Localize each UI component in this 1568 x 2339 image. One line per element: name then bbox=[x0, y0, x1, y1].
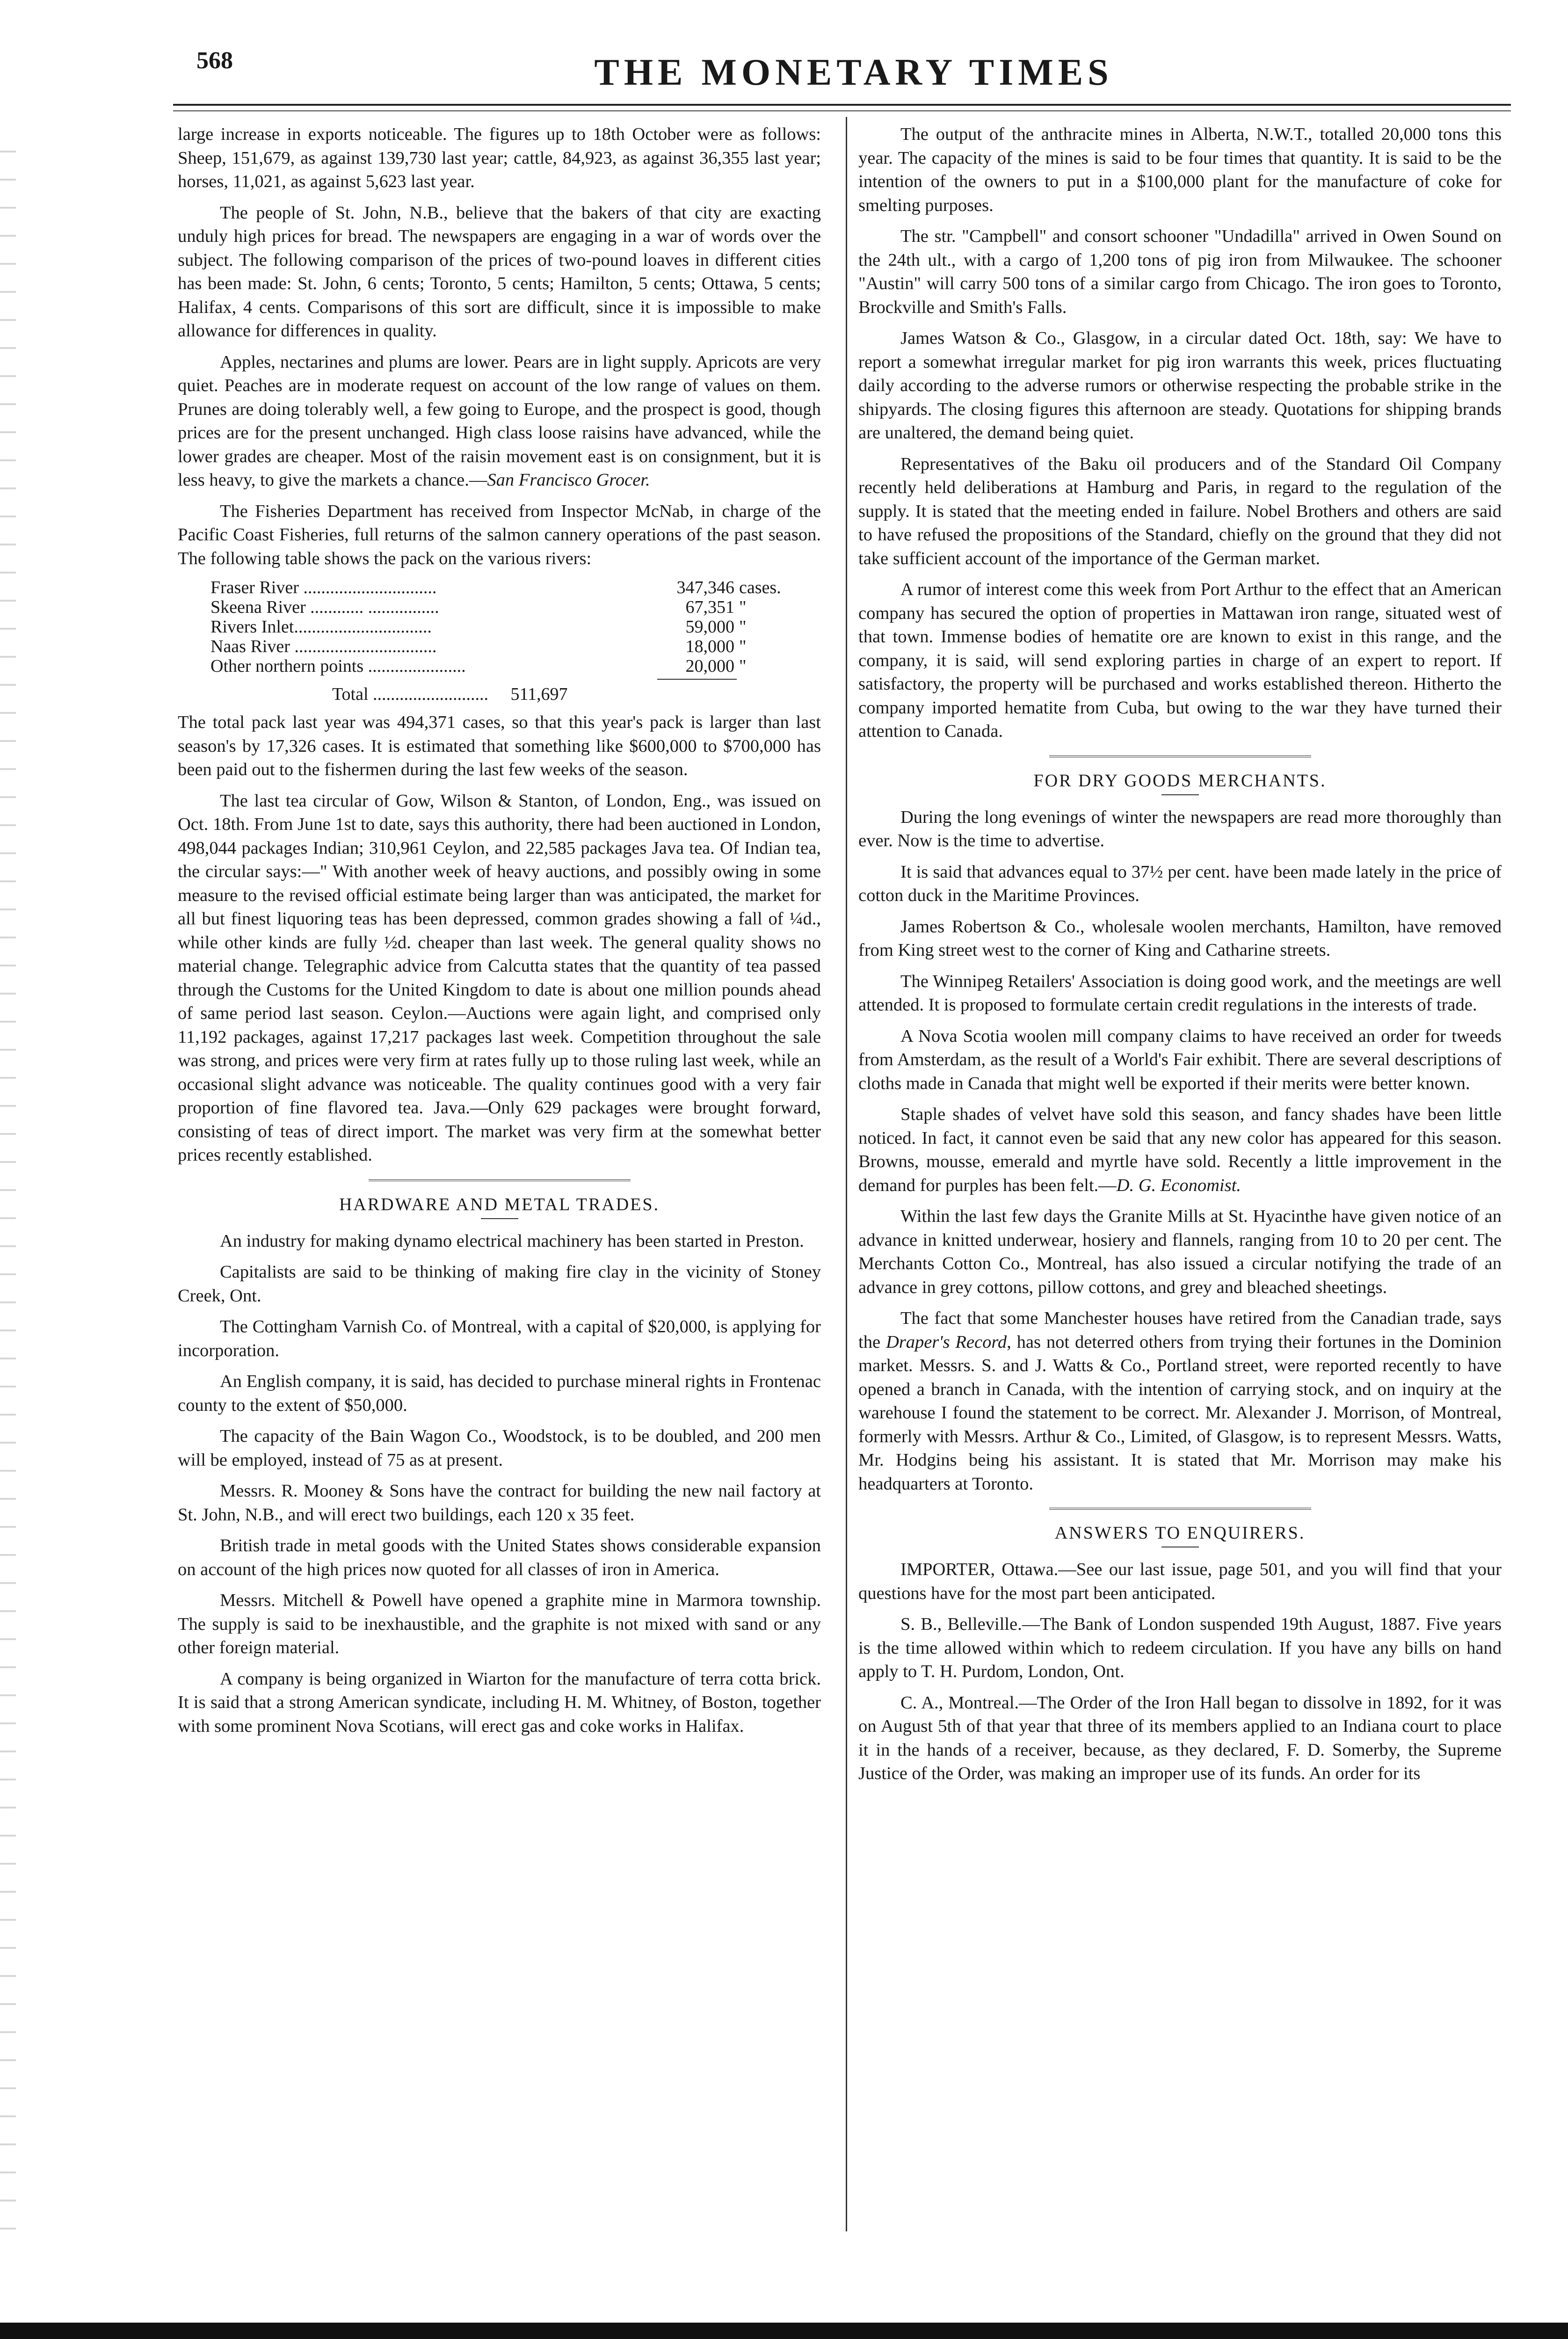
article-paragraph: S. B., Belleville.—The Bank of London suspended 19th August, 1887. Five years is the time allowed within which to redeem circulation. If you have any bills on hand apply to T. H. Purdom, London, Ont. bbox=[858, 1614, 1502, 1681]
table-cell-river: Other northern points ...................... bbox=[211, 656, 466, 676]
header-rule-thin bbox=[173, 110, 1511, 111]
paragraph-text: The fact that some Manchester houses have retired from the Canadian trade, says the bbox=[858, 1308, 1502, 1352]
section-rule bbox=[1049, 755, 1311, 759]
article-paragraph: The Cottingham Varnish Co. of Montreal, with a capital of $20,000, is applying for incorporation. bbox=[178, 1317, 821, 1360]
table-cell-river: Rivers Inlet............................... bbox=[211, 617, 432, 637]
table-cell-unit: cases. bbox=[739, 578, 781, 597]
article-paragraph: British trade in metal goods with the United States shows considerable expansion on account of the high prices now quoted for all classes of iron in America. bbox=[178, 1536, 821, 1579]
article-paragraph: The capacity of the Bain Wagon Co., Woodstock, is to be doubled, and 200 men will be employed, instead of 75 as at present. bbox=[178, 1426, 821, 1470]
table-total-row bbox=[332, 684, 821, 704]
article-paragraph: Within the last few days the Granite Mills at St. Hyacinthe have given notice of an advance in knitted underwear, hosiery and flannels, ranging from 10 to 20 per cent. The Merchants Cotton Co., Montreal, has also issued a circular notifying the trade of an advance in grey cottons, pillow cottons, and grey and bleached sheetings. bbox=[858, 1206, 1502, 1297]
source-citation: Draper's Record bbox=[886, 1332, 1007, 1352]
article-paragraph: James Robertson & Co., wholesale woolen merchants, Hamilton, have removed from King street west to the corner of King and Catharine streets. bbox=[858, 916, 1502, 960]
article-paragraph: A rumor of interest come this week from Port Arthur to the effect that an American company has secured the option of properties in Mattawan iron range, situated west of that town. Immense bodies of hematite ore are known to exist in this range, and the company, it is said, will send exploring parties in charge of an expert to report. If satisfactory, the property will be purchased and works established thereon. Hitherto the company imported hematite from Cuba, but owing to the war they have turned their attention to Canada. bbox=[858, 580, 1502, 741]
article-paragraph bbox=[178, 350, 821, 492]
table-cell-value: 67,351 bbox=[685, 597, 734, 617]
header-rule bbox=[173, 104, 1511, 106]
table-cell-unit: " bbox=[739, 637, 747, 656]
table-cell-unit: " bbox=[739, 617, 747, 637]
total-value: 511,697 bbox=[510, 684, 568, 704]
source-citation: San Francisco Grocer. bbox=[487, 470, 650, 490]
section-rule bbox=[369, 1179, 631, 1183]
heading-rule bbox=[1161, 794, 1199, 795]
article-paragraph: large increase in exports noticeable. The figures up to 18th October were as follows: Sheep, 151,679, as against 139,730 last year; cattle, 84,923, as against 36,355 last year; horses, 11,021, as against 5,623 last year. bbox=[178, 124, 821, 191]
page-number: 568 bbox=[196, 47, 233, 74]
article-paragraph bbox=[858, 1307, 1502, 1496]
section-heading-answers: ANSWERS TO ENQUIRERS. bbox=[1054, 1523, 1306, 1543]
total-rule bbox=[657, 679, 737, 680]
paragraph-text: Apples, nectarines and plums are lower. Pears are in light supply. Apricots are very quiet. Peaches are in moderate request on account of the low range of values on them. Prunes are doing tolerably well, a few going to Europe, and the prospect is good, though prices are for the present unchanged. High class loose raisins have advanced, while the lower grades are cheaper. Most of the raisin movement east is on consignment, but it is less heavy, to give the markets a chance.— bbox=[178, 352, 821, 490]
table-cell-unit: " bbox=[739, 597, 747, 617]
table-cell-river: Fraser River .............................. bbox=[211, 578, 437, 597]
article-paragraph: Capitalists are said to be thinking of making fire clay in the vicinity of Stoney Creek, Ont. bbox=[178, 1262, 821, 1306]
page-edge-damage bbox=[0, 140, 16, 2245]
article-paragraph: The last tea circular of Gow, Wilson & Stanton, of London, Eng., was issued on Oct. 18th. From June 1st to date, says this authority, there had been auctioned in London, 498,044 packages Indian; 310,961 Ceylon, and 22,585 packages Java tea. Of Indian tea, the circular says:—" With another week of heavy auctions, and possibly owing in some measure to the revised official estimate being larger than was anticipated, the market for all but finest liquoring teas has been depressed, common grades showing a fall of ¼d., while other kinds are fully ½d. cheaper than last week. The general quality shows no material change. Telegraphic advice from Calcutta states that the quantity of tea passed through the Customs for the United Kingdom to date is about one million pounds ahead of same period last season. Ceylon.—Auctions were again light, and comprised only 11,192 packages, against 17,217 packages last week. Competition throughout the sale was strong, and prices were very firm at rates fully up to those ruling last week, while an occasional slight advance was noticeable. The quality continues good with a very fair proportion of fine flavored tea. Java.—Only 629 packages were brought forward, consisting of teas of direct import. The market was very firm at the somewhat better prices recently established. bbox=[178, 791, 821, 1165]
masthead-title: THE MONETARY TIMES bbox=[594, 52, 1113, 93]
article-paragraph: An industry for making dynamo electrical machinery has been started in Preston. bbox=[220, 1231, 804, 1251]
table-row bbox=[211, 617, 809, 637]
table-cell-value: 347,346 bbox=[676, 578, 734, 597]
table-row bbox=[211, 597, 809, 617]
article-paragraph: The str. "Campbell" and consort schooner "Undadilla" arrived in Owen Sound on the 24th ult., with a cargo of 1,200 tons of pig iron from Milwaukee. The schooner "Austin" will carry 500 tons of a similar cargo from Chicago. The iron goes to Toronto, Brockville and Smith's Falls. bbox=[858, 226, 1502, 317]
table-cell-value: 20,000 bbox=[685, 656, 734, 676]
section-heading-dry-goods: FOR DRY GOODS MERCHANTS. bbox=[1033, 770, 1327, 791]
table-row bbox=[211, 578, 809, 597]
article-paragraph: A company is being organized in Wiarton for the manufacture of terra cotta brick. It is said that a strong American syndicate, including H. M. Whitney, of Boston, together with some prominent Nova Scotians, will erect gas and coke works in Halifax. bbox=[178, 1669, 821, 1736]
article-paragraph: It is said that advances equal to 37½ per cent. have been made lately in the price of cotton duck in the Maritime Provinces. bbox=[858, 862, 1502, 905]
article-paragraph: Messrs. Mitchell & Powell have opened a graphite mine in Marmora township. The supply is said to be inexhaustible, and the graphite is not mixed with sand or any other foreign material. bbox=[178, 1591, 821, 1657]
paragraph-text: Staple shades of velvet have sold this season, and fancy shades have been little noticed. In fact, it cannot even be said that any new color has appeared for this season. Browns, mousse, emerald and myrtle have sold. Recently a little improvement in the demand for purples has been felt.— bbox=[858, 1104, 1502, 1195]
source-citation: D. G. Economist. bbox=[1116, 1175, 1241, 1195]
article-paragraph: James Watson & Co., Glasgow, in a circular dated Oct. 18th, say: We have to report a somewhat irregular market for pig iron warrants this week, prices fluctuating daily according to the adverse rumors or otherwise respecting the probable strike in the shipyards. The closing figures this afternoon are steady. Quotations for shipping brands are unaltered, the demand being quiet. bbox=[858, 328, 1502, 443]
article-paragraph bbox=[858, 1103, 1502, 1197]
article-paragraph: Representatives of the Baku oil producers and of the Standard Oil Company recently held deliberations at Hamburg and Paris, in regard to the regulation of the supply. It is stated that the meeting ended in failure. Nobel Brothers and others are said to have refused the propositions of the Standard, chiefly on the ground that they did not take sufficient account of the importance of the German market. bbox=[858, 454, 1502, 568]
article-paragraph: The total pack last year was 494,371 cases, so that this year's pack is larger than last season's by 17,326 cases. It is estimated that something like $600,000 to $700,000 has been paid out to the fishermen during the last few weeks of the season. bbox=[178, 712, 821, 779]
article-paragraph: The Fisheries Department has received from Inspector McNab, in charge of the Pacific Coast Fisheries, full returns of the salmon cannery operations of the past season. The following table shows the pack on the various rivers: bbox=[178, 501, 821, 568]
table-cell-value: 59,000 bbox=[685, 617, 734, 637]
article-paragraph: The Winnipeg Retailers' Association is doing good work, and the meetings are well attended. It is proposed to formulate certain credit regulations in the interests of trade. bbox=[858, 971, 1502, 1015]
article-paragraph: The people of St. John, N.B., believe that the bakers of that city are exacting unduly high prices for bread. The newspapers are engaging in a war of words over the subject. The following comparison of the prices of two-pound loaves in different cities has been made: St. John, 6 cents; Toronto, 5 cents; Hamilton, 5 cents; Ottawa, 5 cents; Halifax, 4 cents. Comparisons of this sort are difficult, since it is impossible to make allowance for differences in quality. bbox=[178, 203, 821, 341]
paragraph-text: , has not deterred others from trying their fortunes in the Dominion market. Messrs. S. and J. Watts & Co., Portland street, were reported recently to have opened a branch in Canada, with the intention of carrying stock, and on inquiry at the warehouse I found the statement to be correct. Mr. Alexander J. Morrison, of Montreal, formerly with Messrs. Arthur & Co., Limited, of Glasgow, is to represent Messrs. Watts, Mr. Hodgins being his assistant. It is stated that Mr. Morrison may make his headquarters at Toronto. bbox=[858, 1332, 1502, 1494]
right-column bbox=[858, 123, 1502, 1793]
article-paragraph: During the long evenings of winter the newspapers are read more thoroughly than ever. Now is the time to advertise. bbox=[858, 807, 1502, 850]
article-paragraph: Messrs. R. Mooney & Sons have the contract for building the new nail factory at St. John, N.B., and will erect two buildings, each 120 x 35 feet. bbox=[178, 1481, 821, 1525]
table-cell-river: Naas River ................................ bbox=[211, 637, 437, 656]
article-paragraph: A Nova Scotia woolen mill company claims to have received an order for tweeds from Amsterdam, as the result of a World's Fair exhibit. There are several descriptions of cloths made in Canada that might well be exported if their merits were better known. bbox=[858, 1026, 1502, 1093]
left-column bbox=[178, 123, 821, 1745]
article-paragraph: C. A., Montreal.—The Order of the Iron Hall began to dissolve in 1892, for it was on August 5th of that year that three of its members applied to an Indiana court to place it in the hands of a receiver, because, as they declared, F. D. Somerby, the Supreme Justice of the Order, was making an improper use of its funds. An order for its bbox=[858, 1693, 1502, 1783]
table-row bbox=[211, 637, 809, 656]
table-row bbox=[211, 656, 809, 676]
total-label: Total .......................... bbox=[332, 684, 489, 704]
table-cell-value: 18,000 bbox=[685, 637, 734, 656]
table-cell-unit: " bbox=[739, 656, 747, 676]
section-heading-hardware: HARDWARE AND METAL TRADES. bbox=[339, 1194, 660, 1214]
section-rule bbox=[1049, 1508, 1311, 1511]
scan-bottom-edge bbox=[0, 2323, 1568, 2339]
article-paragraph: The output of the anthracite mines in Alberta, N.W.T., totalled 20,000 tons this year. The capacity of the mines is said to be four times that quantity. It is said to be the intention of the owners to put in a $100,000 plant for the manufacture of coke for smelting purposes. bbox=[858, 124, 1502, 215]
salmon-pack-table bbox=[211, 578, 809, 676]
heading-rule bbox=[481, 1218, 518, 1219]
table-cell-river: Skeena River ............ ................ bbox=[211, 597, 439, 617]
article-paragraph: An English company, it is said, has decided to purchase mineral rights in Frontenac county to the extent of $50,000. bbox=[178, 1372, 821, 1415]
column-divider bbox=[846, 117, 847, 2231]
article-paragraph: IMPORTER, Ottawa.—See our last issue, page 501, and you will find that your questions have for the most part been anticipated. bbox=[858, 1560, 1502, 1603]
